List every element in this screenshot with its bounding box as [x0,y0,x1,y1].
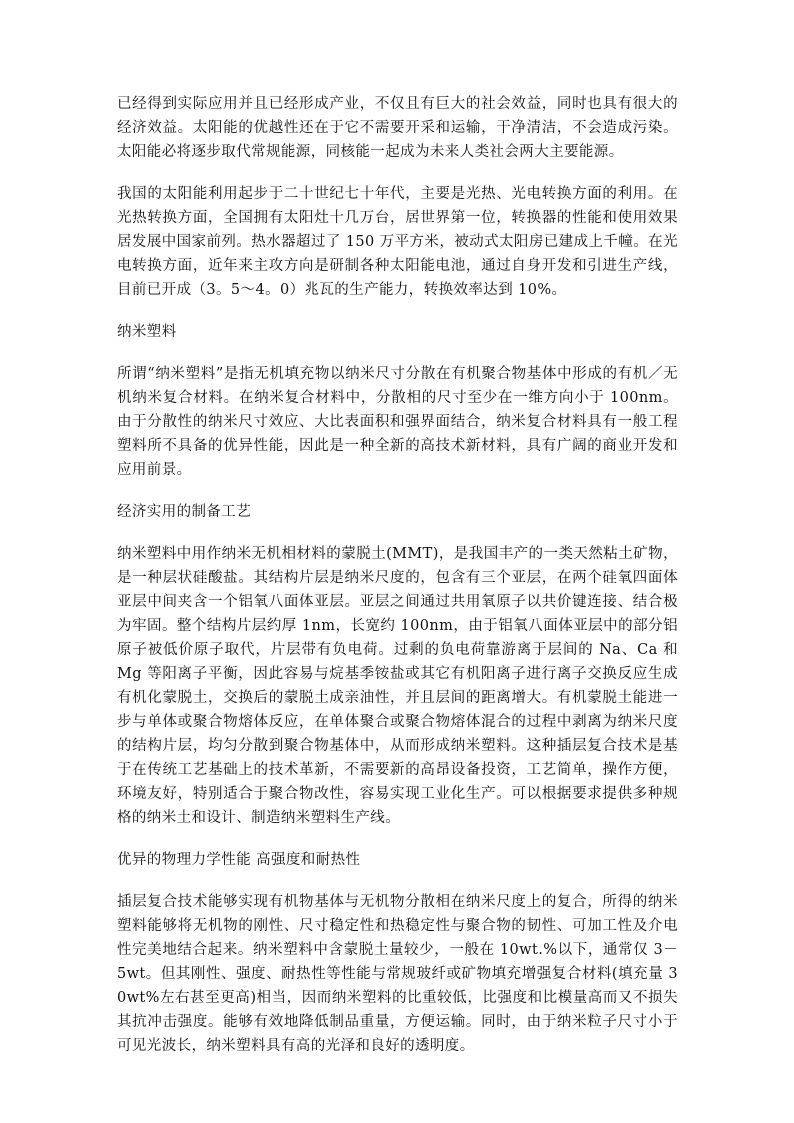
paragraph-mechanical-properties: 插层复合技术能够实现有机物基体与无机物分散相在纳米尺度上的复合，所得的纳米塑料能够将无机物的刚性、尺寸稳定性和热稳定性与聚合物的韧性、可加工性及介电性完美地结合起来。纳米塑料中含蒙脱土量较少，一般在 10wt.%以下，通常仅 3－5wt。但其刚性、强度、耐热性等性能与常规玻纤或矿物填充增强复合材料(填充量 30wt%左右甚至更高)相当，因而纳米塑料的比重较低，比强度和比模量高而又不损失其抗冲击强度。能够有效地降低制品重量，方便运输。同时，由于纳米粒子尺寸小于可见光波长，纳米塑料具有高的光泽和良好的透明度。 [117,894,678,1054]
section-heading-nano-plastic: 纳米塑料 [117,324,177,340]
paragraph-gap [117,164,678,182]
paragraph-solar-benefits: 已经得到实际应用并且已经形成产业，不仅且有巨大的社会效益，同时也具有很大的经济效益。太阳能的优越性还在于它不需要开采和运输，干净清洁，不会造成污染。太阳能必将逐步取代常规能源，同核能一起成为未来人类社会两大主要能源。 [117,96,678,160]
paragraph-gap [117,482,678,500]
paragraph-gap [117,302,678,320]
paragraph-nano-plastic-definition: 所谓“纳米塑料”是指无机填充物以纳米尺寸分散在有机聚合物基体中形成的有机／无机纳米复合材料。在纳米复合材料中，分散相的尺寸至少在一维方向小于 100nm。由于分散性的纳米尺寸效应、大比表面积和强界面结合，纳米复合材料具有一般工程塑料所不具备的优异性能，因此是一种全新的高技术新材料，具有广阔的商业开发和应用前景。 [117,366,678,478]
paragraph-gap [117,524,678,542]
paragraph-china-solar: 我国的太阳能利用起步于二十世纪七十年代，主要是光热、光电转换方面的利用。在光热转换方面，全国拥有太阳灶十几万台，居世界第一位，转换器的性能和使用效果居发展中国家前列。热水器超过了 150 万平方米，被动式太阳房已建成上千幢。在光电转换方面，近年来主攻方向是研制各种太阳能电池，通过自身开发和引进生产线，目前已开成（3。5～4。0）兆瓦的生产能力，转换效率达到 10%。 [117,186,678,298]
section-heading-preparation: 经济实用的制备工艺 [117,504,252,520]
paragraph-gap [117,872,678,890]
paragraph-preparation-process: 纳米塑料中用作纳米无机相材料的蒙脱土(MMT)，是我国丰产的一类天然粘土矿物，是一种层状硅酸盐。其结构片层是纳米尺度的，包含有三个亚层，在两个硅氧四面体亚层中间夹含一个铝氧八面体亚层。亚层之间通过共用氧原子以共价键连接、结合极为牢固。整个结构片层约厚 1nm，长宽约 100nm，由于铝氧八面体亚层中的部分铝原子被低价原子取代，片层带有负电荷。过剩的负电荷靠游离于层间的 Na、Ca 和 Mg 等阳离子平衡，因此容易与烷基季铵盐或其它有机阳离子进行离子交换反应生成有机化蒙脱土，交换后的蒙脱土成亲油性，并且层间的距离增大。有机蒙脱土能进一步与单体或聚合物熔体反应，在单体聚合或聚合物熔体混合的过程中剥离为纳米尺度的结构片层，均匀分散到聚合物基体中，从而形成纳米塑料。这种插层复合技术是基于在传统工艺基础上的技术革新，不需要新的高昂设备投资，工艺简单，操作方便，环境友好，特别适合于聚合物改性，容易实现工业化生产。可以根据要求提供多种规格的纳米土和设计、制造纳米塑料生产线。 [117,546,678,826]
section-heading-properties: 优异的物理力学性能 高强度和耐热性 [117,852,361,868]
paragraph-gap [117,344,678,362]
paragraph-gap [117,830,678,848]
